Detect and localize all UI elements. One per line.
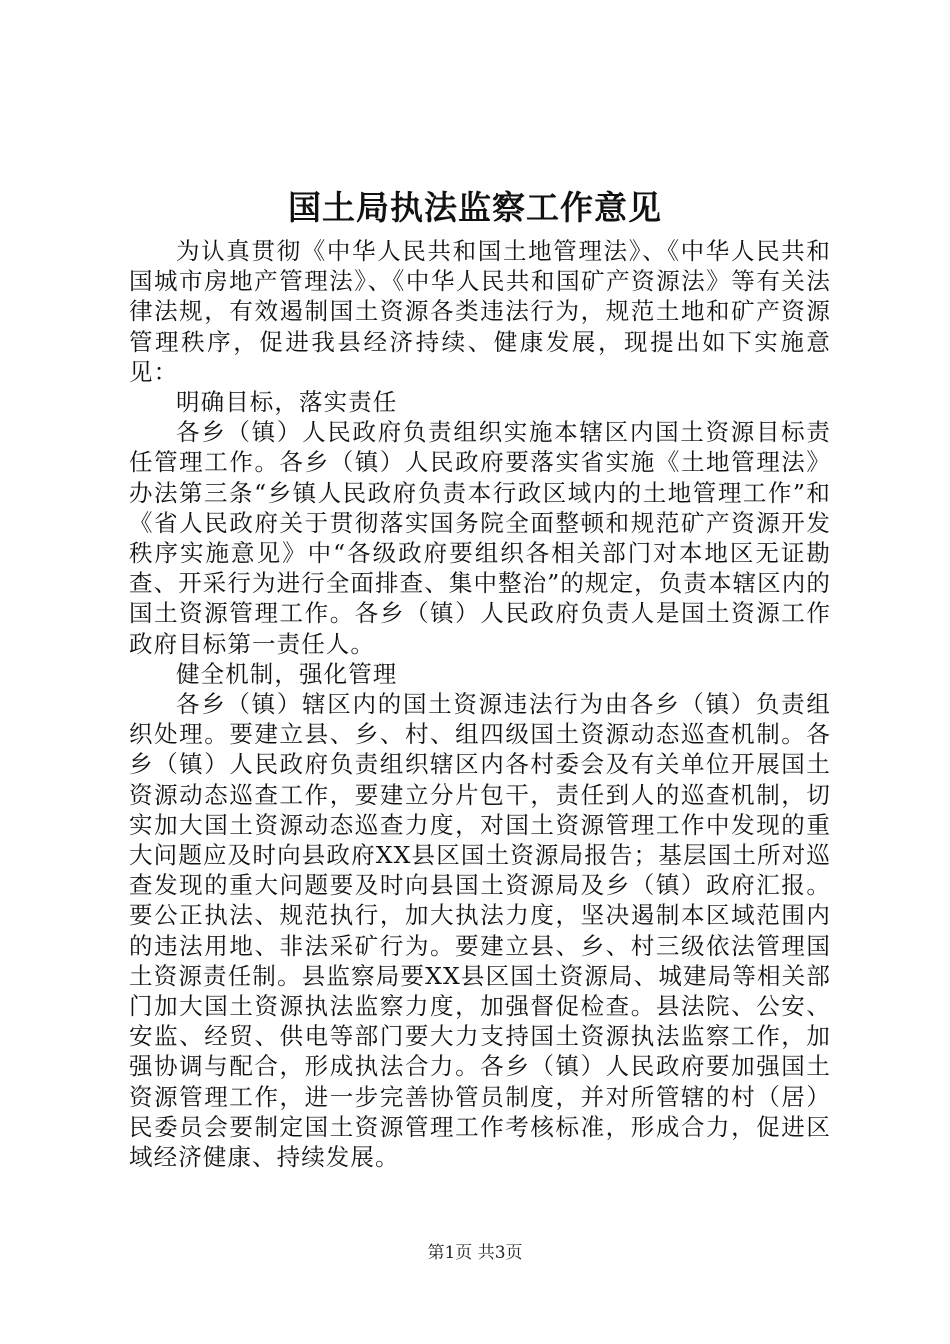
- section-heading-mechanism: 健全机制，强化管理: [176, 659, 398, 688]
- section-heading-goals: 明确目标，落实责任: [176, 388, 398, 417]
- paragraph-mechanism: 各乡（镇）辖区内的国土资源违法行为由各乡（镇）负责组织处理。要建立县、乡、村、组四级国土资源动态巡查机制。各乡（镇）人民政府负责组织辖区内各村委会及有关单位开展国土资源动态巡查工作，要建立分片包干，责任到人的巡查机制，切实加大国土资源动态巡查力度，对国土资源管理工作中发现的重大问题应及时向县政府XX县区国土资源局报告；基层国土所对巡查发现的重大问题要及时向县国土资源局及乡（镇）政府汇报。要公正执法、规范执行，加大执法力度，坚决遏制本区域范围内的违法用地、非法采矿行为。要建立县、乡、村三级依法管理国土资源责任制。县监察局要XX县区国土资源局、城建局等相关部门加大国土资源执法监察力度，加强督促检查。县法院、公安、安监、经贸、供电等部门要大力支持国土资源执法监察工作，加强协调与配合，形成执法合力。各乡（镇）人民政府要加强国土资源管理工作，进一步完善协管员制度，并对所管辖的村（居）民委员会要制定国土资源管理工作考核标准，形成合力，促进区域经济健康、持续发展。: [129, 690, 831, 1172]
- paragraph-goals: 各乡（镇）人民政府负责组织实施本辖区内国土资源目标责任管理工作。各乡（镇）人民政府要落实省实施《土地管理法》办法第三条“乡镇人民政府负责本行政区域内的土地管理工作”和《省人民政府关于贯彻落实国务院全面整顿和规范矿产资源开发秩序实施意见》中“各级政府要组织各相关部门对本地区无证勘查、开采行为进行全面排查、集中整治”的规定，负责本辖区内的国土资源管理工作。各乡（镇）人民政府负责人是国土资源工作政府目标第一责任人。: [129, 418, 831, 658]
- page-number-footer: 第1页 共3页: [427, 1243, 523, 1263]
- document-body: [129, 236, 831, 1172]
- intro-paragraph: 为认真贯彻《中华人民共和国土地管理法》、《中华人民共和国城市房地产管理法》、《中华人民共和国矿产资源法》等有关法律法规，有效遏制国土资源各类违法行为，规范土地和矿产资源管理秩序，促进我县经济持续、健康发展，现提出如下实施意见：: [129, 237, 831, 386]
- document-title: 国土局执法监察工作意见: [288, 188, 662, 227]
